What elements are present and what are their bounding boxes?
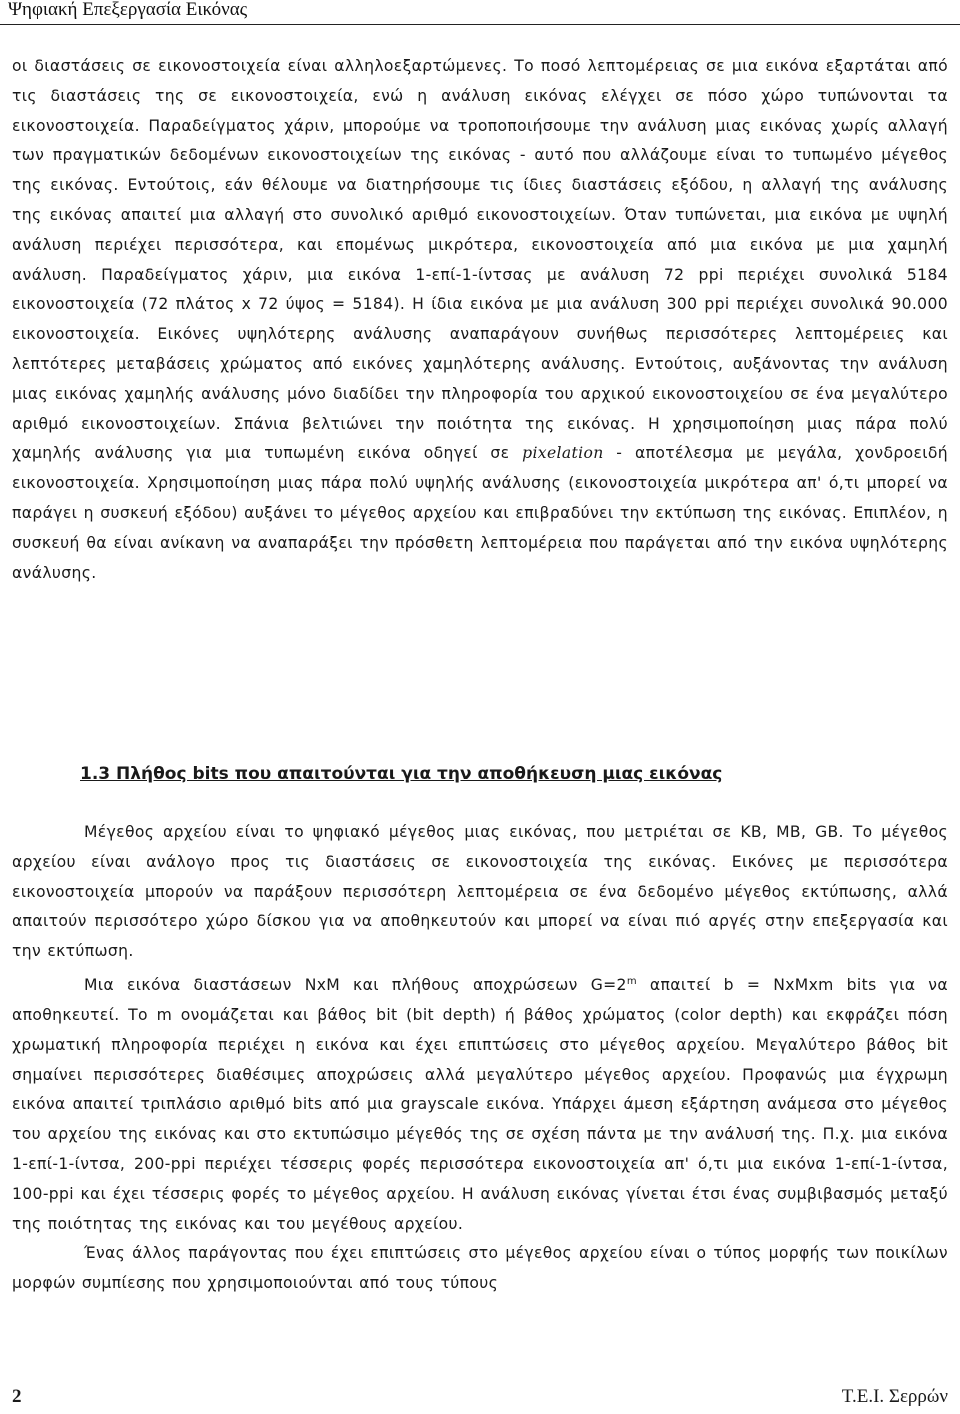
intro-text-b: - αποτέλεσμα με μεγάλα, χονδροειδή εικονοστοιχεία. Χρησιμοποίηση μιας πάρα πολύ υψηλής ανάλυσης (εικονοστοιχεία μικρότερα απ' ό,τι μπορεί να παράγει η συσκευή εξόδου) αυξάνει το μέγεθος αρχείου και επιβραδύνει την εκτύπωση της εικόνας. Επιπλέον, η συσκευή θα είναι ανίκανη να αναπαράξει την πρόσθετη λεπτομέρεια που παράγεται από την εικόνα υψηλότερης ανάλυσης. xyxy=(12,444,949,582)
p2-after: απαιτεί b = NxMxm bits για να αποθηκευτεί. Το m ονομάζεται και βάθος bit (bit depth) ή βάθος χρώματος (color depth) και εκφράζει πόση χρωματική πληροφορία περιέχει η εικόνα και έχει επιπτώσεις στο μέγεθος αρχείου. Μεγαλύτερο βάθος bit σημαίνει περισσότερες διαθέσιμες αποχρώσεις αλλά μεγαλύτερο μέγεθος αρχείου. Προφανώς μια έγχρωμη εικόνα απαιτεί τριπλάσιο αριθμό bits από μια grayscale εικόνα. Υπάρχει άμεση εξάρτηση ανάμεσα στο μέγεθος του αρχείου της εικόνας και στο εκτυπώσιμο μέγεθός της σε σχέση πάντα με την ανάλυσή της. Π.χ. μια εικόνα 1-επί-1-ίντσα, 200-ppi περιέχει τέσσερις φορές περισσότερα εικονοστοιχεία απ' ό,τι μια εικόνα 1-επί-1-ίντσα, 100-ppi και έχει τέσσερις φορές το μέγεθος αρχείου. Η ανάλυση εικόνας γίνεται έτσι ένας συμβιβασμός μεταξύ της ποιότητας της εικόνας και του μεγέθους αρχείου. xyxy=(12,976,948,1233)
page-header xyxy=(0,0,960,25)
intro-text xyxy=(12,52,948,588)
page-number: 2 xyxy=(12,1386,22,1407)
p2-superscript: m xyxy=(626,975,637,987)
section-heading: 1.3 Πλήθος bits που απαιτούνται για την αποθήκευση μιας εικόνας xyxy=(80,764,723,784)
section-paragraph-1: Μέγεθος αρχείου είναι το ψηφιακό μέγεθος μιας εικόνας, που μετριέται σε KB, MB, GB. Το μέγεθος αρχείου είναι ανάλογο προς τις διαστάσεις σε εικονοστοιχεία της εικόνας. Εικόνες με περισσότερα εικονοστοιχεία μπορούν να παράξουν περισσότερη λεπτομέρεια σε ένα δεδομένο μέγεθος εκτύπωσης, αλλά απαιτούν περισσότερο χώρο δίσκου για να αποθηκευτούν και μπορεί να είναι πιό αργές στην επεξεργασία και την εκτύπωση. xyxy=(12,823,948,961)
p2-before: Μια εικόνα διαστάσεων NxM και πλήθους αποχρώσεων G=2 xyxy=(84,976,627,995)
intro-text-a: οι διαστάσεις σε εικονοστοιχεία είναι αλληλοεξαρτώμενες. Το ποσό λεπτομέρειας σε μια εικόνα εξαρτάται από τις διαστάσεις της σε εικονοστοιχεία, ενώ η ανάλυση εικόνας ελέγχει σε πόσο χώρο τυπώνονται τα εικονοστοιχεία. Παραδείγματος χάριν, μπορούμε να τροποποιήσουμε την ανάλυση μιας εικόνας χωρίς αλλαγή των πραγματικών δεδομένων εικονοστοιχείων της εικόνας - αυτό που αλλάζουμε είναι το τυπωμένο μέγεθος της εικόνας. Εντούτοις, εάν θέλουμε να διατηρήσουμε τις ίδιες διαστάσεις εξόδου, η αλλαγή της ανάλυσης της εικόνας απαιτεί μια αλλαγή στο συνολικό αριθμό εικονοστοιχείων. Όταν τυπώνεται, μια εικόνα με υψηλή ανάλυση περιέχει περισσότερα, και επομένως μικρότερα, εικονοστοιχεία από μια εικόνα με μια χαμηλή ανάλυση. Παραδείγματος χάριν, μια εικόνα 1-επί-1-ίντσας με ανάλυση 72 ppi περιέχει συνολικά 5184 εικονοστοιχεία (72 πλάτος x 72 ύψος = 5184). Η ίδια εικόνα με μια ανάλυση 300 ppi περιέχει συνολικά 90.000 εικονοστοιχεία. Εικόνες υψηλότερης ανάλυσης αναπαράγουν συνήθως περισσότερες λεπτομέρειες και λεπτότερες μεταβάσεις χρώματος από εικόνες χαμηλότερης ανάλυσης. Εντούτοις, αυξάνοντας την ανάλυση μιας εικόνας χαμηλής ανάλυσης μόνο διαδίδει την πληροφορία του αρχικού εικονοστοιχείου σε ένα μεγαλύτερο αριθμό εικονοστοιχείων. Σπάνια βελτιώνει την ποιότητα της εικόνας. Η χρησιμοποίηση μιας πάρα πολύ χαμηλής ανάλυσης για μια τυπωμένη εικόνα οδηγεί σε xyxy=(12,57,948,463)
section-paragraph-3: Ένας άλλος παράγοντας που έχει επιπτώσεις στο μέγεθος αρχείου είναι ο τύπος μορφής των ποικίλων μορφών συμπίεσης που χρησιμοποιούνται από τους τύπους xyxy=(12,1244,948,1293)
footer-organization: Τ.Ε.Ι. Σερρών xyxy=(841,1386,948,1407)
section-paragraph-2 xyxy=(12,967,948,1239)
italic-term: pixelation xyxy=(522,444,604,463)
header-title: Ψηφιακή Επεξεργασία Εικόνας xyxy=(8,0,248,20)
intro-paragraph xyxy=(12,52,948,588)
section-body xyxy=(12,818,948,1299)
